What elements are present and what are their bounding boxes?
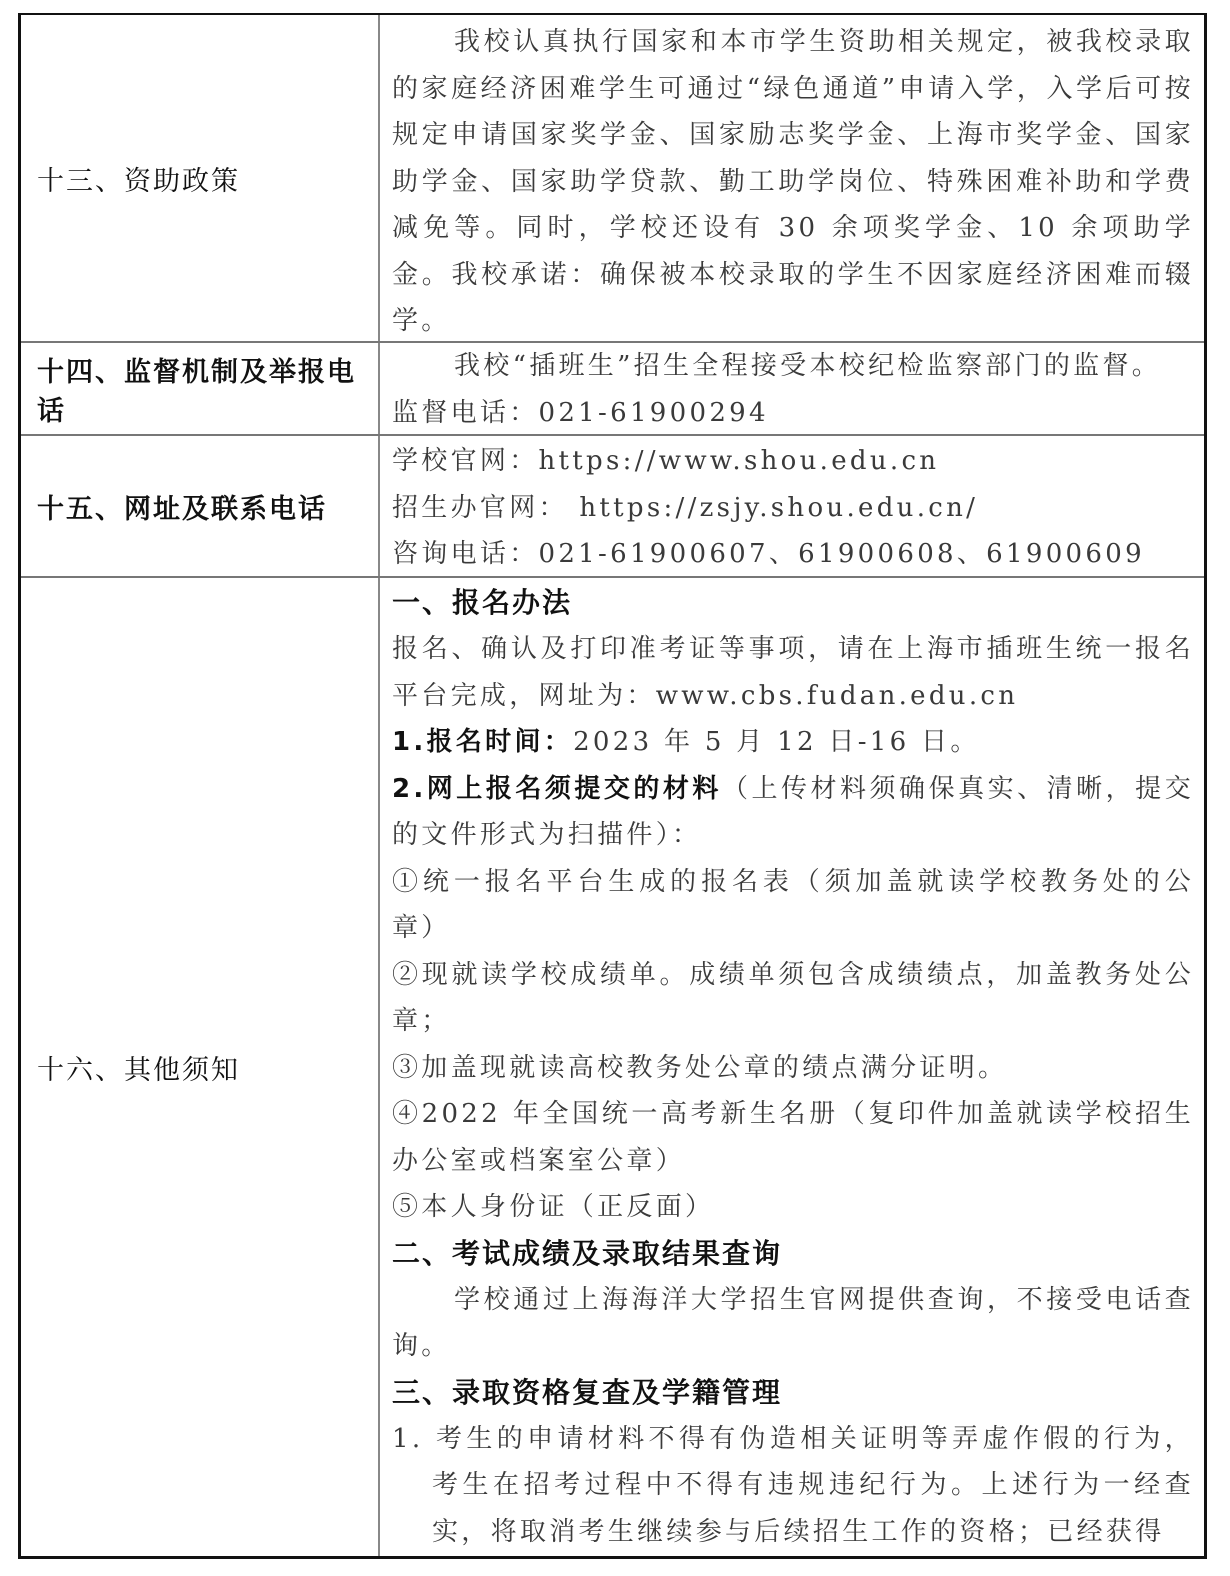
materials-label: 2.网上报名须提交的材料 bbox=[392, 773, 722, 804]
row-label: 十四、监督机制及举报电话 bbox=[37, 356, 356, 427]
row-label-cell bbox=[21, 343, 380, 434]
material-item: ④2022 年全国统一高考新生名册（复印件加盖就读学校招生办公室或档案室公章） bbox=[392, 1099, 1194, 1176]
row-label: 十三、资助政策 bbox=[37, 165, 240, 197]
row-content-cell bbox=[380, 436, 1204, 576]
registration-time-label: 1.报名时间： bbox=[392, 727, 574, 757]
registration-time-value: 2023 年 5 月 12 日-16 日。 bbox=[573, 727, 980, 757]
table-row-contact bbox=[21, 436, 1204, 578]
row-label: 十六、其他须知 bbox=[37, 1054, 240, 1086]
section-heading-review: 三、录取资格复查及学籍管理 bbox=[392, 1375, 783, 1409]
results-paragraph: 学校通过上海海洋大学招生官网提供查询，不接受电话查询。 bbox=[392, 1284, 1194, 1361]
info-table bbox=[18, 13, 1207, 1559]
table-row-supervision bbox=[21, 343, 1204, 436]
consult-phone-line: 咨询电话：021-61900607、61900608、61900609 bbox=[392, 539, 1145, 569]
row-label-cell bbox=[21, 15, 380, 341]
section-heading-registration: 一、报名办法 bbox=[392, 586, 573, 619]
material-item: ⑤本人身份证（正反面） bbox=[392, 1192, 715, 1222]
section-heading-results: 二、考试成绩及录取结果查询 bbox=[392, 1236, 783, 1270]
materials-note: （上传材料须确保真实、清晰，提交的文件形式为扫描件）： bbox=[392, 773, 1194, 850]
material-item: ②现就读学校成绩单。成绩单须包含成绩绩点，加盖教务处公章； bbox=[392, 959, 1194, 1036]
row-content-cell bbox=[380, 15, 1204, 341]
table-row-financial-aid bbox=[21, 15, 1204, 343]
supervision-paragraph: 我校“插班生”招生全程接受本校纪检监察部门的监督。 bbox=[454, 351, 1162, 381]
financial-aid-paragraph: 我校认真执行国家和本市学生资助相关规定，被我校录取的家庭经济困难学生可通过“绿色通道”申请入学，入学后可按规定申请国家奖学金、国家励志奖学金、上海市奖学金、国家助学金、国家助学贷款、勤工助学岗位、特殊困难补助和学费减免等。同时，学校还设有 30 余项奖学金、10 余项助学金。我校承诺：确保被本校录取的学生不因家庭经济困难而辍学。 bbox=[392, 27, 1194, 336]
admissions-website-line[interactable]: 招生办官网： https://zsjy.shou.edu.cn/ bbox=[392, 492, 979, 523]
row-content-cell bbox=[380, 578, 1204, 1556]
review-item-1: 1. 考生的申请材料不得有伪造相关证明等弄虚作假的行为，考生在招考过程中不得有违规违纪行为。上述行为一经查实，将取消考生继续参与后续招生工作的资格；已经获得 bbox=[392, 1423, 1194, 1547]
table-row-other-notes bbox=[21, 578, 1204, 1556]
material-item: ①统一报名平台生成的报名表（须加盖就读学校教务处的公章） bbox=[392, 866, 1194, 943]
registration-intro: 报名、确认及打印准考证等事项，请在上海市插班生统一报名平台完成，网址为：www.cbs.fudan.edu.cn bbox=[392, 634, 1194, 711]
registration-time bbox=[392, 719, 1194, 766]
row-label-cell bbox=[21, 436, 380, 576]
row-content-cell bbox=[380, 343, 1204, 434]
row-label-cell bbox=[21, 578, 380, 1556]
school-website-line[interactable]: 学校官网：https://www.shou.edu.cn bbox=[392, 446, 940, 476]
material-item: ③加盖现就读高校教务处公章的绩点满分证明。 bbox=[392, 1052, 1008, 1083]
row-label: 十五、网址及联系电话 bbox=[37, 493, 327, 525]
materials-intro bbox=[392, 766, 1194, 859]
supervision-phone: 监督电话：021-61900294 bbox=[392, 397, 769, 428]
